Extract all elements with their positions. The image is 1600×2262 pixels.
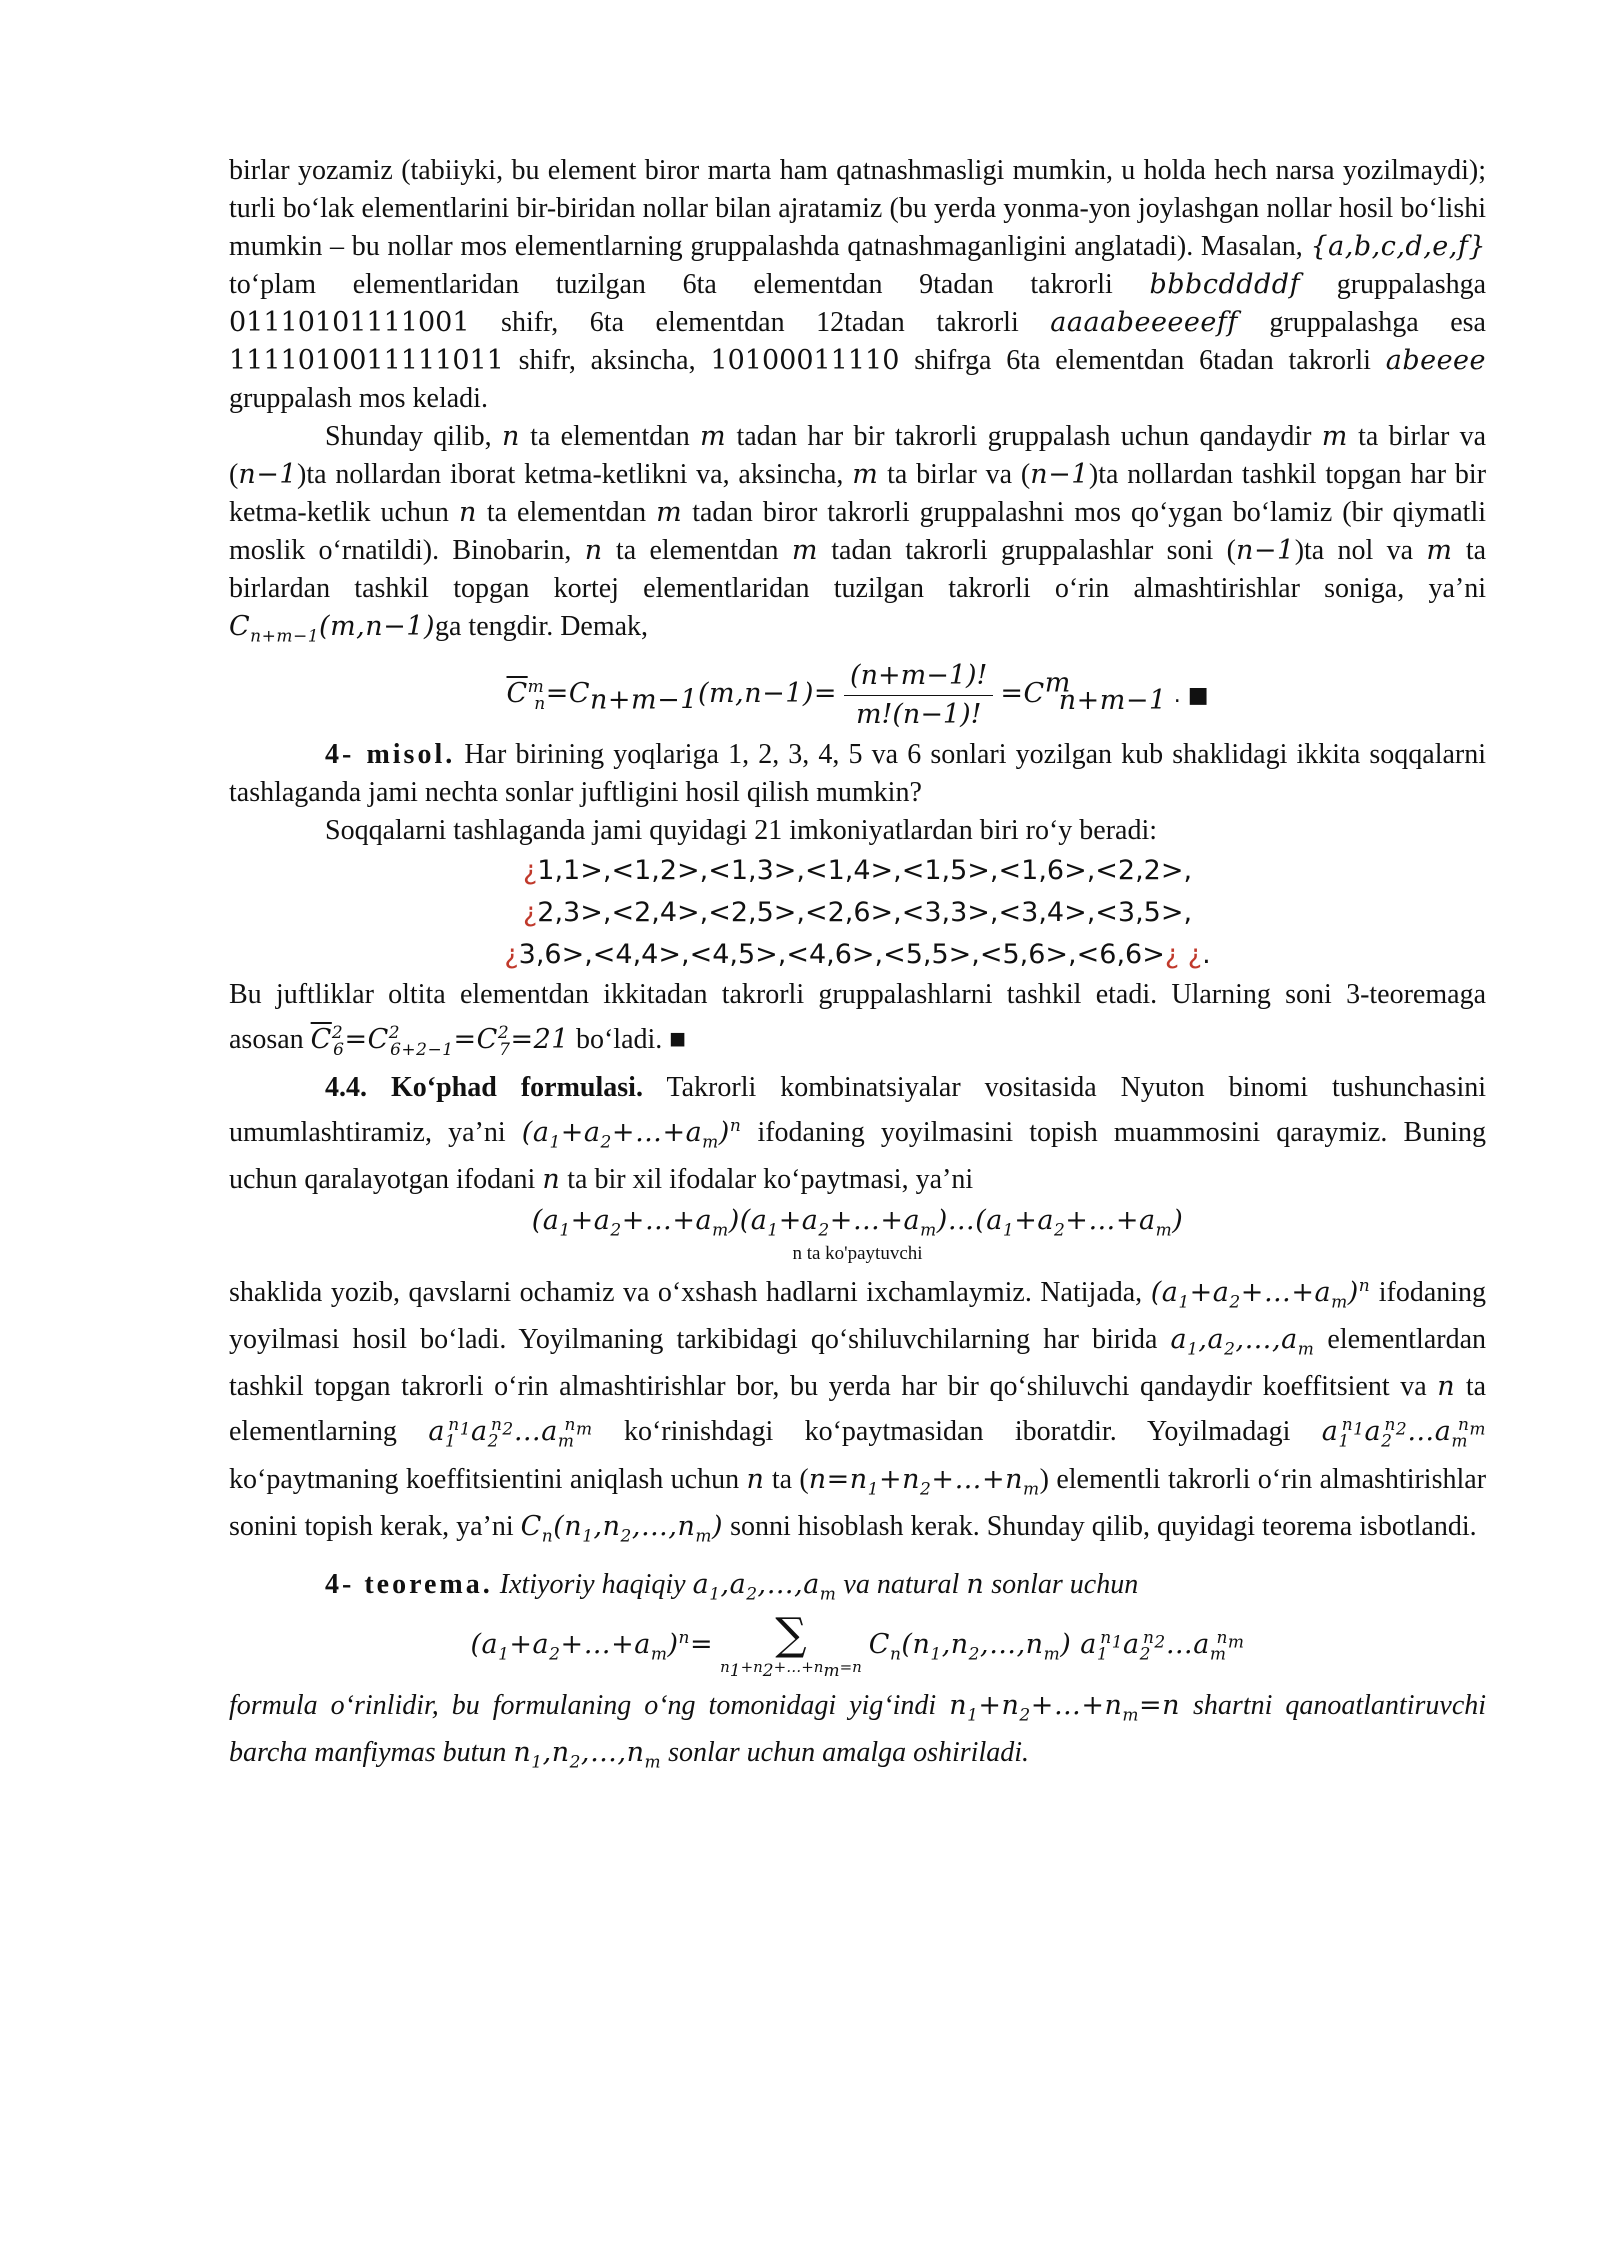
text: Shunday qilib, (325, 421, 492, 452)
text: ta birlar va ( (229, 421, 1487, 490)
text: ta birlardan tashkil topgan kortej elementlaridan tuzilgan takrorli o‘rin almashtirishlar soniga, ya’ni (229, 535, 1487, 604)
text: )ta nollardan tashkil topgan har bir ketma-ketlik uchun (229, 459, 1487, 528)
math-var: m (656, 497, 683, 528)
math-formula: $a_1,a_2,\dots,a_m$ (692, 1568, 837, 1604)
code-example: 1111010011111011 (229, 345, 504, 376)
text: shartni qanoatlantiruvchi barcha manfiymas butun (229, 1689, 1487, 1769)
math-var: n (584, 535, 603, 566)
math-formula: $a_1^{n_1}a_2^{n_2}\dots a_m^{n_m}$ (1321, 1415, 1487, 1452)
math-fraction (844, 657, 993, 734)
text: formula o‘rinlidir, bu formulaning o‘ng tomonidagi yig‘indi (229, 1689, 937, 1721)
example-4-result (229, 976, 1486, 1068)
set-formula: {a,b,c,d,e,f} (1310, 231, 1487, 262)
pairs-list (229, 850, 1486, 976)
text: ifodaning yoyilmasi hosil bo‘ladi. Yoyilmaning tarkibidagi qo‘shiluvchilarning har birida (229, 1276, 1487, 1355)
section-4-4 (229, 1069, 1486, 1199)
pairs-line (229, 850, 1486, 892)
math-var: n (1437, 1371, 1456, 1403)
text: tadan takrorli gruppalashlar soni ( (831, 535, 1236, 566)
math-formula: $\overline{C}^2_6=C^2_{6+2-1}=C^2_7=21$ (310, 1023, 569, 1060)
text: ta elementlarning (229, 1371, 1487, 1448)
math-formula: $C_n(n_1,n_2,\dots,n_m)$ $a_1^{n_1}a_2^{n_2}\dots a_m^{n_m}$ (868, 1628, 1245, 1665)
math-formula: $n_1,n_2,\dots,n_m$ (513, 1737, 662, 1773)
text: Bu juftliklar oltita elementdan ikkitadan takrorli gruppalashlarni tashkil etadi. Ularning soni 3-teoremaga asosan (229, 979, 1486, 1056)
text: Har birining yoqlariga 1, 2, 3, 4, 5 va 6 sonlari yozilgan kub shaklidagi ikkita soqqalarni tashlaganda jami nechta sonlar juftligini hosil qilish mumkin? (229, 739, 1487, 809)
example-4-intro (229, 812, 1486, 850)
paragraph-bijection (229, 418, 1486, 655)
text: ta elementdan (615, 535, 779, 566)
code-example: 10100011110 (710, 345, 900, 376)
text: va natural (843, 1568, 960, 1600)
fraction-denominator: m!(n−1)! (855, 699, 982, 731)
text: shaklida yozib, qavslarni ochamiz va o‘xshash hadlarni ixchamlaymiz. Natijada, (229, 1276, 1143, 1308)
text: gruppalash mos keladi. (229, 383, 488, 414)
text: ifodaning yoyilmasini topish muammosini qaraymiz. Buning uchun qaralayotgan ifodani (229, 1116, 1487, 1196)
math-value: =21 (510, 1024, 569, 1056)
math-combination: $C_{n+m-1}(m,n-1)$ (229, 611, 435, 647)
glyph: ¿ (522, 855, 538, 887)
math-var: n (458, 497, 477, 528)
underbrace-label: n ta ko'paytuvchi (792, 1242, 923, 1264)
math-expr: =C (545, 678, 591, 710)
pairs-line (229, 892, 1486, 934)
theorem-4 (229, 1566, 1486, 1613)
grouping-example: aaaabeeeeeff (1050, 307, 1238, 338)
grouping-example: abeeee (1385, 345, 1487, 376)
text: Takrorli kombinatsiyalar vositasida Nyuton binomi tushunchasini umumlashtiramiz, ya’ni (229, 1071, 1487, 1148)
math-var: m (852, 459, 879, 490)
text: ta bir xil ifodalar ko‘paytmasi, ya’ni (567, 1164, 974, 1196)
math-var: m (1426, 535, 1453, 566)
text: sonlar uchun amalga oshiriladi. (668, 1737, 1030, 1769)
text: bo‘ladi. ■ (575, 1024, 687, 1056)
text: 3,6>,<4,4>,<4,5>,<4,6>,<5,5>,<5,6>,<6,6> (518, 939, 1165, 971)
sum-sign: ∑ $n_1+n_2+\dots+n_m=n$ (720, 1608, 862, 1681)
text: ta ( (771, 1463, 809, 1495)
text: shifr, 6ta elementdan 12tadan takrorli (501, 307, 1019, 338)
text: elementlardan tashkil topgan takrorli o‘rin almashtirishlar bor, bu yerda har bir qo‘shiluvchi qandaydir koeffitsient va (229, 1323, 1487, 1403)
code-example: 01110101111001 (229, 307, 470, 338)
text: ) elementli takrorli o‘rin almashtirishlar sonini topish kerak, ya’ni (229, 1463, 1487, 1543)
theorem-label: 4- teorema. (325, 1568, 493, 1600)
math-formula: $C_n(n_1,n_2,\dots,n_m)$ (520, 1511, 724, 1547)
theorem-4-conclusion (229, 1687, 1486, 1782)
end-of-proof: . ■ (1173, 683, 1209, 709)
text: tadan biror takrorli gruppalashni mos qo‘ygan bo‘lamiz (bir qiymatli moslik o‘rnatildi). Binobarin, (229, 497, 1487, 566)
text: gruppalashga esa (1269, 307, 1486, 338)
math-expr: n−1 (238, 459, 298, 490)
pairs-line: ¿3,6>,<4,4>,<4,5>,<4,6>,<5,5>,<5,6>,<6,6>¿ ¿. (504, 939, 1211, 971)
math-var: n (966, 1568, 985, 1600)
math-expr: n−1 (1030, 459, 1089, 490)
math-formula: $a_1^{n_1}a_2^{n_2}\dots a_m^{n_m}$ (428, 1415, 593, 1452)
grouping-example: bbbcddddf (1149, 269, 1301, 300)
text-column (229, 152, 1486, 1782)
section-title: 4.4. Ko‘phad formulasi. (325, 1071, 643, 1103)
section-4-4-continued (229, 1267, 1486, 1556)
text: Soqqalarni tashlaganda jami quyidagi 21 imkoniyatlardan biri ro‘y beradi: (325, 815, 1158, 847)
text: sonni hisoblash kerak. Shunday qilib, quyidagi teorema isbotlandi. (730, 1511, 1477, 1543)
math-expr: =C (1000, 678, 1045, 710)
text: to‘plam elementlaridan tuzilgan 6ta elementdan 9tadan takrorli (229, 269, 1113, 300)
equation-multinomial (229, 1608, 1486, 1681)
text: ko‘paytmaning koeffitsientini aniqlash uchun (229, 1463, 740, 1495)
math-var: n (542, 1164, 561, 1196)
example-4 (229, 736, 1486, 812)
text: sonlar uchun (991, 1568, 1139, 1600)
text: )ta nollardan iborat ketma-ketlikni va, aksincha, (297, 459, 844, 490)
math-formula: $(a_1+a_2+\dots+a_m)^n$ (1150, 1275, 1371, 1312)
math-var: n (501, 421, 520, 452)
glyph: ¿ ¿ (1164, 939, 1203, 971)
paragraph-encoding (229, 152, 1486, 418)
math-formula: $(a_1+a_2+\dots+a_m)^n=$ (470, 1628, 714, 1665)
text: ga tengdir. Demak, (435, 611, 649, 642)
math-c-bar: $\overline{C}^m_n$ (506, 677, 546, 714)
text: )ta nol va (1294, 535, 1414, 566)
text: 1,1>,<1,2>,<1,3>,<1,4>,<1,5>,<1,6>,<2,2>, (537, 855, 1193, 887)
math-expr: (m,n−1)= (697, 678, 838, 710)
text: ta elementdan (486, 497, 647, 528)
text: ko‘rinishdagi ko‘paytmasidan iboratdir. Yoyilmadagi (623, 1416, 1291, 1448)
math-var: m (791, 535, 818, 566)
math-formula: $(a_1+a_2+\dots+a_m)(a_1+a_2+\dots+a_m)\dots(a_1+a_2+\dots+a_m)$ (531, 1205, 1184, 1241)
example-label: 4- misol. (325, 739, 456, 771)
math-args: (m,n−1) (319, 611, 435, 642)
math-var: m (1321, 421, 1348, 452)
math-expr: n−1 (1235, 535, 1295, 566)
glyph: ¿ (504, 939, 519, 971)
math-var: m (700, 421, 727, 452)
text: ta birlar va ( (887, 459, 1031, 490)
text: birlar yozamiz (tabiiyki, bu element biror marta ham qatnashmasligi mumkin, u holda hech narsa yozilmaydi); turli bo‘lak elementlarini bir-biridan nollar bilan ajratamiz (bu yerda yonma-yon joylashgan nollar hosil bo‘lishi mumkin – bu nollar mos elementlarning gruppalashda qatnashmaganligini anglatadi). Masalan, (229, 155, 1486, 262)
text: shifrga 6ta elementdan 6tadan takrorli (914, 345, 1371, 376)
math-formula: $n_1+n_2+\dots+n_m=n$ (949, 1689, 1181, 1726)
text: tadan har bir takrorli gruppalash uchun qandaydir (736, 421, 1312, 452)
math-var: n (746, 1463, 765, 1495)
text: gruppalashga (1336, 269, 1487, 300)
text: shifr, aksincha, (518, 345, 696, 376)
text: Ixtiyoriy haqiqiy (499, 1568, 686, 1600)
fraction-numerator: (n+m−1)! (844, 657, 993, 696)
math-formula: $(a_1+a_2+\dots+a_m)^n$ (521, 1115, 742, 1153)
math-formula: $a_1,a_2,\dots,a_m$ (1170, 1323, 1315, 1360)
text: ta elementdan (530, 421, 690, 452)
equation-combinations: $\overline{C}^m_n=C_{n+m-1}(m,n-1)=$ $\frac{(n+m-1)!}{m!(n-1)!}$ $=C^m_{n+m-1}$ . ■ (229, 657, 1486, 734)
equation-product (229, 1205, 1486, 1266)
text: 2,3>,<2,4>,<2,5>,<2,6>,<3,3>,<3,4>,<3,5>, (537, 897, 1193, 929)
glyph: ¿ (522, 897, 538, 929)
math-formula: $n=n_1+n_2+\dots+n_m$ (808, 1463, 1040, 1500)
